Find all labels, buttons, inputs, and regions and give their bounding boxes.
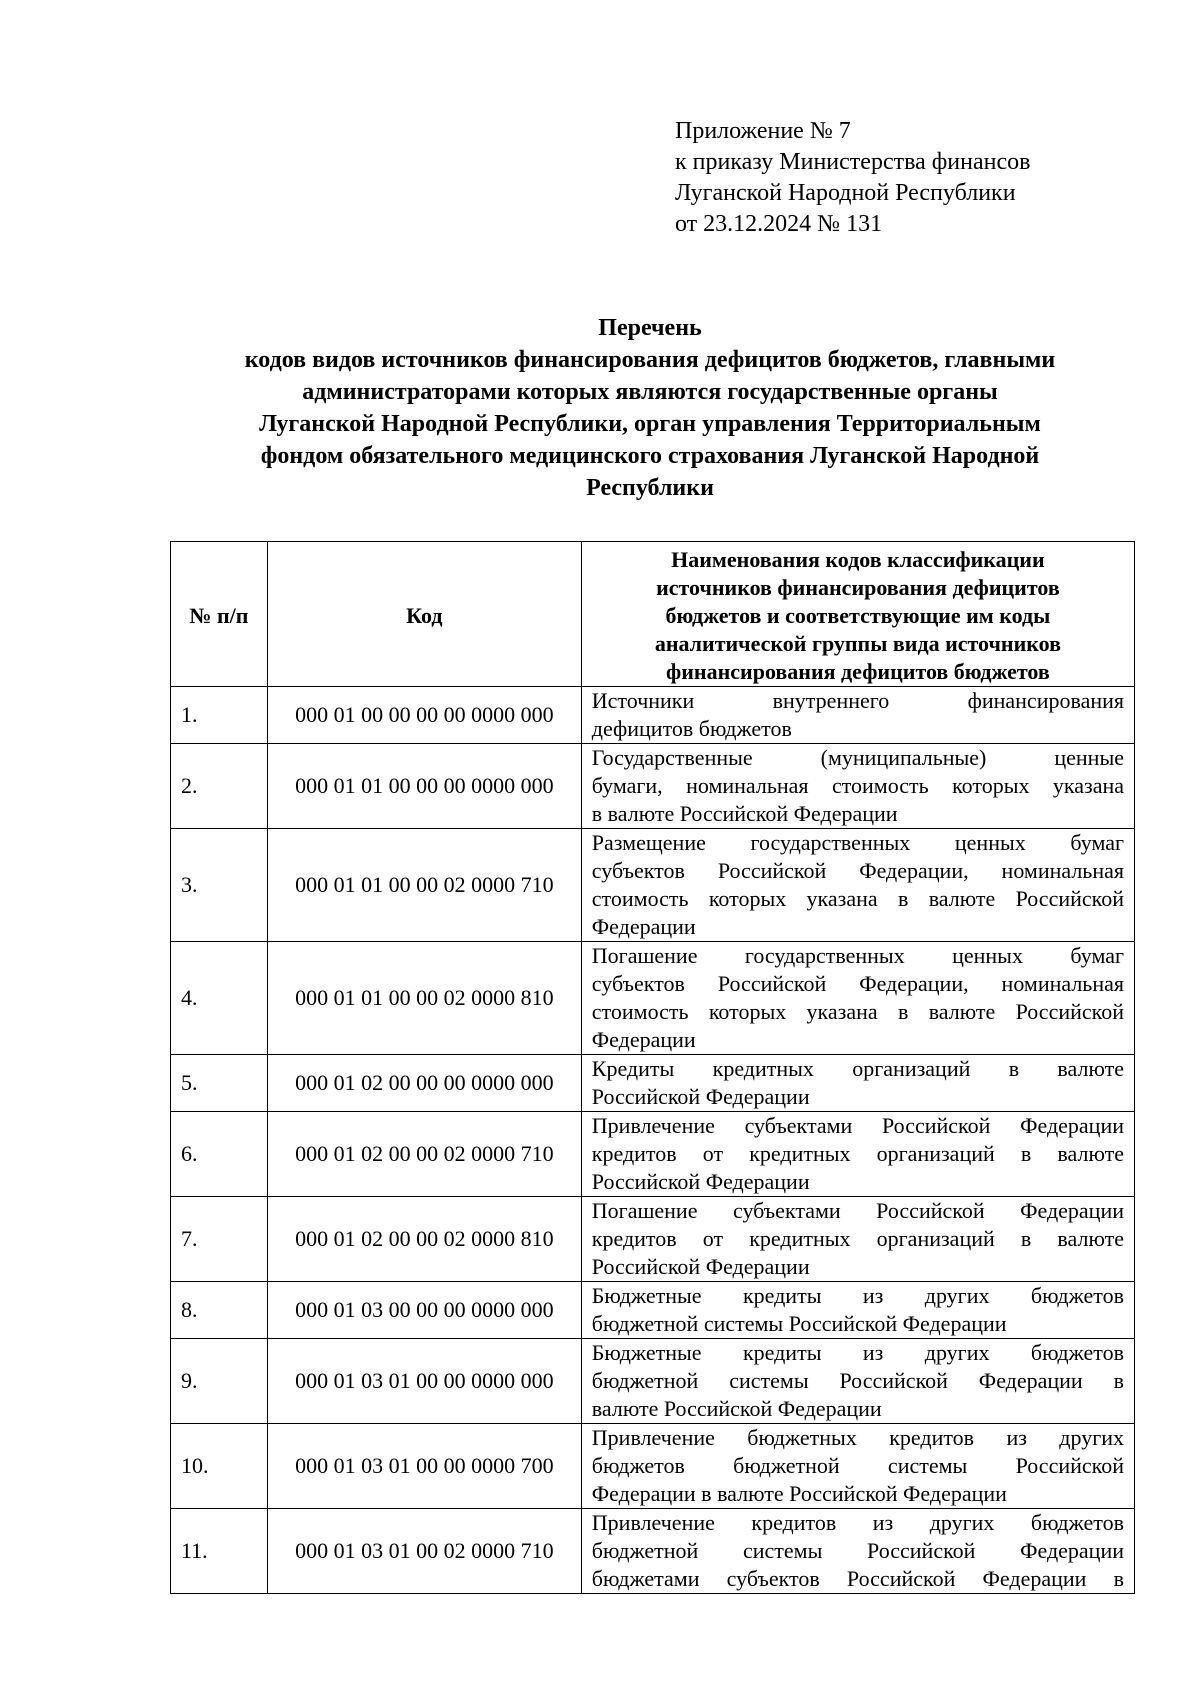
row-name-line: валюте Российской Федерации <box>591 1396 882 1421</box>
row-name-line: бюджетами субъектов Российской Федерации в <box>591 1566 1124 1591</box>
row-name-line: Бюджетные кредиты из других бюджетов <box>591 1283 1124 1308</box>
header-name-line: финансирования дефицитов бюджетов <box>666 659 1050 684</box>
row-name-line: Российской Федерации <box>591 1169 810 1194</box>
row-name <box>581 1197 1134 1282</box>
row-name-line: Государственные (муниципальные) ценные <box>591 745 1124 770</box>
row-name-line: Российской Федерации <box>591 1254 810 1279</box>
row-code: 000 01 01 00 00 02 0000 810 <box>267 942 581 1055</box>
row-code: 000 01 02 00 00 02 0000 810 <box>267 1197 581 1282</box>
row-name-line: Размещение государственных ценных бумаг <box>591 830 1124 855</box>
row-code: 000 01 01 00 00 00 0000 000 <box>267 744 581 829</box>
row-name-line: кредитов от кредитных организаций в валюте <box>591 1226 1124 1251</box>
row-name-line: Российской Федерации <box>591 1084 810 1109</box>
appendix-line: к приказу Министерства финансов <box>675 149 1031 175</box>
row-number: 3. <box>171 829 268 942</box>
row-name-line: в валюте Российской Федерации <box>591 801 898 826</box>
row-name-line: субъектов Российской Федерации, номинальная <box>591 971 1124 996</box>
row-name <box>581 1339 1134 1424</box>
row-number: 4. <box>171 942 268 1055</box>
header-name-line: аналитической группы вида источников <box>654 631 1061 656</box>
row-code: 000 01 02 00 00 00 0000 000 <box>267 1055 581 1112</box>
row-number: 6. <box>171 1112 268 1197</box>
table-row <box>171 1339 1135 1424</box>
row-code: 000 01 00 00 00 00 0000 000 <box>267 687 581 744</box>
row-number: 2. <box>171 744 268 829</box>
table-row <box>171 1282 1135 1339</box>
row-name <box>581 1424 1134 1509</box>
header-num: № п/п <box>171 542 268 687</box>
row-name-line: Погашение субъектами Российской Федерации <box>591 1198 1124 1223</box>
row-name-line: Источники внутреннего финансирования <box>591 688 1124 713</box>
row-name <box>581 942 1134 1055</box>
row-code: 000 01 03 01 00 02 0000 710 <box>267 1509 581 1594</box>
row-name-line: бюджетной системы Российской Федерации <box>591 1538 1124 1563</box>
table-header-row <box>171 542 1135 687</box>
header-code: Код <box>267 542 581 687</box>
row-number: 11. <box>171 1509 268 1594</box>
row-number: 7. <box>171 1197 268 1282</box>
appendix-line: Луганской Народной Республики <box>675 180 1016 206</box>
document-title <box>150 312 1150 504</box>
row-code: 000 01 01 00 00 02 0000 710 <box>267 829 581 942</box>
table-row <box>171 1055 1135 1112</box>
row-name-line: кредитов от кредитных организаций в валюте <box>591 1141 1124 1166</box>
table-row <box>171 1197 1135 1282</box>
title-line: Луганской Народной Республики, орган управления Территориальным <box>259 411 1041 437</box>
row-number: 1. <box>171 687 268 744</box>
row-name-line: Федерации в валюте Российской Федерации <box>591 1481 1007 1506</box>
row-name-line: бюджетной системы Российской Федерации <box>591 1311 1007 1336</box>
row-name-line: Погашение государственных ценных бумаг <box>591 943 1124 968</box>
title-line: администраторами которых являются государственные органы <box>302 379 998 405</box>
title-line: Перечень <box>598 315 702 341</box>
appendix-line: от 23.12.2024 № 131 <box>675 211 883 237</box>
table-row <box>171 1112 1135 1197</box>
row-number: 8. <box>171 1282 268 1339</box>
row-name-line: бюджетов бюджетной системы Российской <box>591 1453 1124 1478</box>
row-name-line: стоимость которых указана в валюте Российской <box>591 999 1124 1024</box>
row-name-line: Федерации <box>591 1027 696 1052</box>
row-name-line: Кредиты кредитных организаций в валюте <box>591 1056 1124 1081</box>
row-name <box>581 1112 1134 1197</box>
row-name-line: стоимость которых указана в валюте Российской <box>591 886 1124 911</box>
row-name <box>581 829 1134 942</box>
title-line: фондом обязательного медицинского страхования Луганской Народной <box>260 443 1040 469</box>
row-name-line: субъектов Российской Федерации, номинальная <box>591 858 1124 883</box>
row-name-line: Привлечение кредитов из других бюджетов <box>591 1510 1124 1535</box>
appendix-reference <box>675 116 1030 240</box>
row-code: 000 01 03 00 00 00 0000 000 <box>267 1282 581 1339</box>
row-name-line: дефицитов бюджетов <box>591 716 792 741</box>
appendix-line: Приложение № 7 <box>675 118 851 144</box>
table-body <box>171 687 1135 1594</box>
row-code: 000 01 03 01 00 00 0000 000 <box>267 1339 581 1424</box>
title-line: кодов видов источников финансирования дефицитов бюджетов, главными <box>244 347 1056 373</box>
row-name <box>581 1282 1134 1339</box>
header-name <box>581 542 1134 687</box>
table-row <box>171 1424 1135 1509</box>
row-number: 10. <box>171 1424 268 1509</box>
header-name-line: Наименования кодов классификации <box>671 547 1045 572</box>
codes-table <box>170 541 1135 1594</box>
header-name-line: бюджетов и соответствующие им коды <box>665 603 1051 628</box>
row-number: 9. <box>171 1339 268 1424</box>
table-row <box>171 829 1135 942</box>
row-number: 5. <box>171 1055 268 1112</box>
row-name <box>581 1509 1134 1594</box>
row-code: 000 01 02 00 00 02 0000 710 <box>267 1112 581 1197</box>
table-row <box>171 1509 1135 1594</box>
row-name <box>581 1055 1134 1112</box>
header-name-line: источников финансирования дефицитов <box>656 575 1060 600</box>
table-row <box>171 687 1135 744</box>
table-row <box>171 942 1135 1055</box>
row-name-line: Привлечение бюджетных кредитов из других <box>591 1425 1124 1450</box>
row-name <box>581 687 1134 744</box>
row-name-line: Привлечение субъектами Российской Федерации <box>591 1113 1124 1138</box>
table-row <box>171 744 1135 829</box>
row-name-line: бумаги, номинальная стоимость которых указана <box>591 773 1124 798</box>
row-name-line: Бюджетные кредиты из других бюджетов <box>591 1340 1124 1365</box>
title-line: Республики <box>586 475 714 501</box>
row-code: 000 01 03 01 00 00 0000 700 <box>267 1424 581 1509</box>
row-name-line: бюджетной системы Российской Федерации в <box>591 1368 1124 1393</box>
row-name <box>581 744 1134 829</box>
row-name-line: Федерации <box>591 914 696 939</box>
